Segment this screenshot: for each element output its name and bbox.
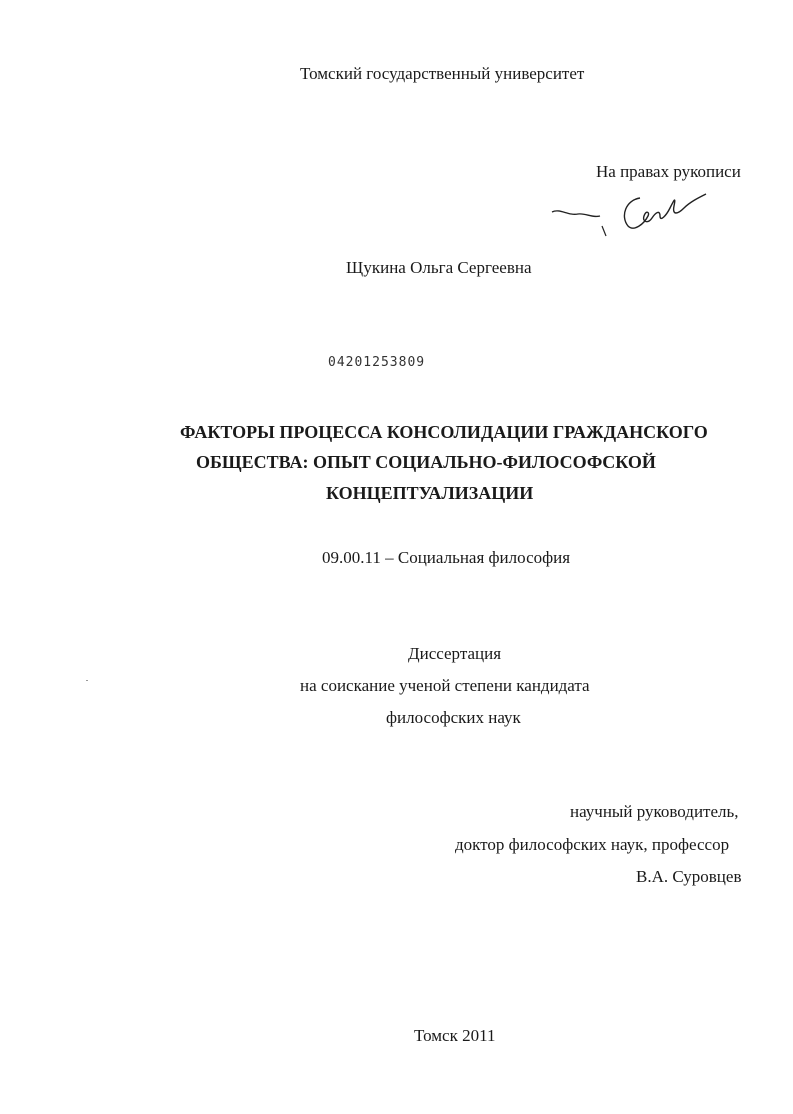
registration-code: 04201253809 [328,355,426,370]
dissertation-line-2: на соискание ученой степени кандидата [300,676,590,695]
title-line-3: КОНЦЕПТУАЛИЗАЦИИ [326,483,534,503]
scan-speck [86,680,88,681]
dissertation-line-1: Диссертация [408,644,502,663]
author-name: Щукина Ольга Сергеевна [346,258,532,277]
supervisor-line-2: доктор философских наук, профессор [455,835,730,854]
specialty-code: 09.00.11 – Социальная философия [322,548,571,567]
title-line-1: ФАКТОРЫ ПРОЦЕССА КОНСОЛИДАЦИИ ГРАЖДАНСКОГО [180,422,708,442]
handwritten-signature [548,186,708,246]
supervisor-line-1: научный руководитель, [570,802,739,821]
university-name: Томский государственный университет [300,64,585,83]
dissertation-line-3: философских наук [386,708,521,727]
manuscript-rights-label: На правах рукописи [596,162,741,181]
title-line-2: ОБЩЕСТВА: ОПЫТ СОЦИАЛЬНО-ФИЛОСОФСКОЙ [196,452,656,472]
city-year: Томск 2011 [414,1026,496,1045]
supervisor-name: В.А. Суровцев [636,867,742,886]
